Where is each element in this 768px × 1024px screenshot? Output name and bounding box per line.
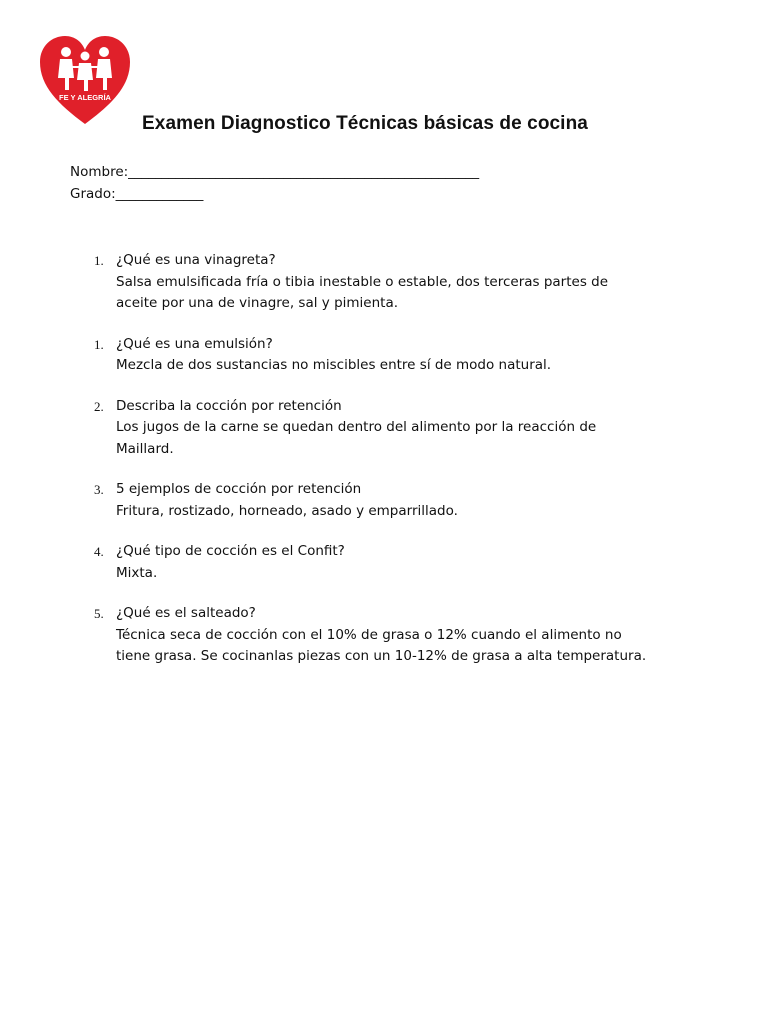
answer-line: Técnica seca de cocción con el 10% de grasa o 12% cuando el alimento no — [116, 626, 622, 643]
question-item — [86, 250, 686, 315]
logo-text: FE Y ALEGRÍA — [59, 93, 111, 102]
answer-line: Fritura, rostizado, horneado, asado y emparrillado. — [116, 502, 458, 519]
question-text: ¿Qué es una emulsión? — [116, 335, 273, 352]
question-item — [86, 541, 686, 584]
answer-line: Maillard. — [116, 440, 174, 457]
question-item — [86, 334, 686, 377]
question-number: 1. — [94, 253, 104, 268]
answer-line: Mixta. — [116, 564, 158, 581]
question-text: ¿Qué es una vinagreta? — [116, 252, 276, 268]
answer-line: tiene grasa. Se cocinanlas piezas con un 10-12% de grasa a alta temperatura. — [116, 648, 647, 664]
question-number: 1. — [94, 336, 104, 352]
answer-line: Los jugos de la carne se quedan dentro del alimento por la reacción de — [116, 419, 597, 435]
question-text: 5 ejemplos de cocción por retención — [116, 481, 362, 497]
question-text: Describa la cocción por retención — [116, 397, 342, 414]
question-list — [86, 250, 686, 668]
name-field: Nombre:____________________________________________________ — [70, 164, 480, 180]
question-item — [86, 479, 686, 522]
exam-title: Examen Diagnostico Técnicas básicas de cocina — [142, 113, 588, 134]
answer-line: Salsa emulsificada fría o tibia inestable o estable, dos terceras partes de — [116, 273, 609, 290]
question-number: 4. — [94, 544, 104, 559]
answer-line: aceite por una de vinagre, sal y pimienta. — [116, 295, 399, 311]
grade-field: Grado:_____________ — [70, 186, 204, 202]
question-number: 3. — [94, 482, 104, 497]
question-text: ¿Qué tipo de cocción es el Confit? — [116, 543, 345, 559]
question-item — [86, 396, 686, 461]
children-figures-icon — [58, 47, 112, 91]
question-number: 2. — [94, 398, 104, 414]
question-number: 5. — [94, 606, 104, 621]
question-item — [86, 603, 686, 668]
answer-line: Mezcla de dos sustancias no miscibles entre sí de modo natural. — [116, 357, 552, 373]
question-text: ¿Qué es el salteado? — [116, 605, 256, 621]
